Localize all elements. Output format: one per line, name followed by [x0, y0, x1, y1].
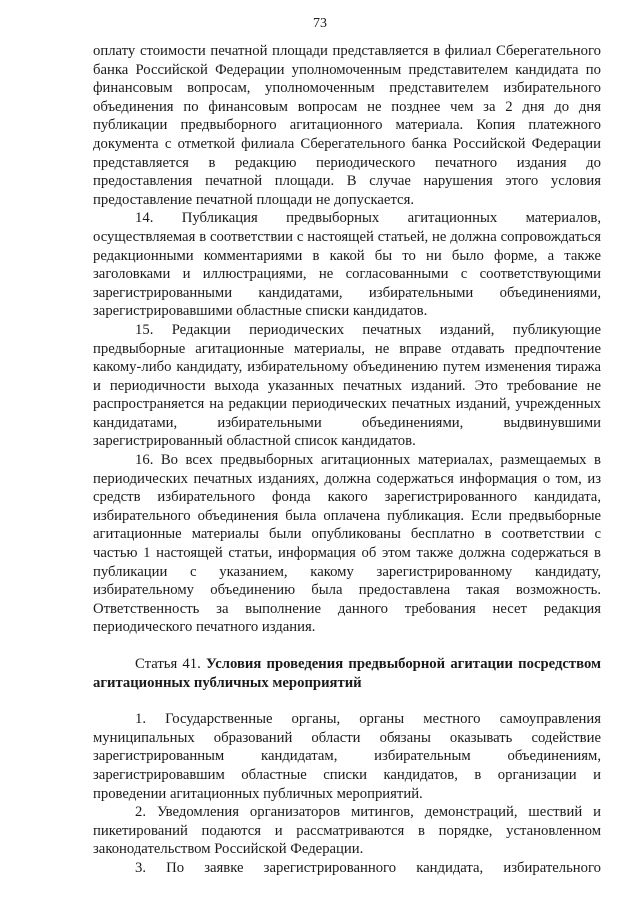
paragraph-14: 14. Публикация предвыборных агитационных материалов, осуществляемая в соответствии с настоящей статьей, не должна сопровождаться редакционными комментариями в какой бы то ни было форме, а также заголовками и иллюстрациями, не согласованными с соответствующими зарегистрированными кандидатами, избирательными объединениями, зарегистрировавшими областные списки кандидатов. [93, 210, 601, 320]
article-paragraph-2: 2. Уведомления организаторов митингов, демонстраций, шествий и пикетирований подаются и рассматриваются в порядке, установленном законодательством Российской Федерации. [93, 804, 601, 858]
paragraph-continuation: оплату стоимости печатной площади представляется в филиал Сберегательного банка Российской Федерации уполномоченным представителем кандидата по финансовым вопросам, уполномоченным представителем избирательного объединения по финансовым вопросам не позднее чем за 2 дня до дня публикации предвыборного агитационного материала. Копия платежного документа с отметкой филиала Сберегательного банка Российской Федерации представляется в редакцию периодического печатного издания до предоставления печатной площади. В случае нарушения этого условия предоставление печатной площади не допускается. [93, 43, 601, 208]
paragraph-16: 16. Во всех предвыборных агитационных материалах, размещаемых в периодических печатных изданиях, должна содержаться информация о том, из средств избирательного фонда какого зарегистрированного кандидата, избирательного объединения была оплачена публикация. Если предвыборные агитационные материалы были опубликованы бесплатно в соответствии с частью 1 настоящей статьи, информация об этом также должна содержаться в публикации с указанием, какому зарегистрированному кандидату, избирательному объединению была предоставлена такая возможность. Ответственность за выполнение данного требования несет редакция периодического печатного издания. [93, 452, 601, 636]
document-body [93, 42, 601, 878]
page-number: 73 [313, 16, 327, 31]
article-label: Статья 41. [135, 656, 201, 672]
article-title: Условия проведения предвыборной агитации посредством агитационных публичных мероприятий [93, 656, 602, 691]
article-paragraph-1: 1. Государственные органы, органы местного самоуправления муниципальных образований области обязаны оказывать содействие зарегистрированным кандидатам, избирательным объединениям, зарегистрировавшим областные списки кандидатов, в организации и проведении агитационных публичных мероприятий. [93, 711, 601, 802]
article-paragraph-3: 3. По заявке зарегистрированного кандидата, избирательного [135, 859, 601, 876]
paragraph-15: 15. Редакции периодических печатных изданий, публикующие предвыборные агитационные материалы, не вправе отдавать предпочтение какому-либо кандидату, избирательному объединению путем изменения тиража и периодичности выхода указанных печатных изданий. Это требование не распространяется на редакции периодических печатных изданий, учрежденных кандидатами, избирательными объединениями, выдвинувшими зарегистрированный областной список кандидатов. [93, 321, 601, 450]
article-heading [93, 655, 601, 692]
